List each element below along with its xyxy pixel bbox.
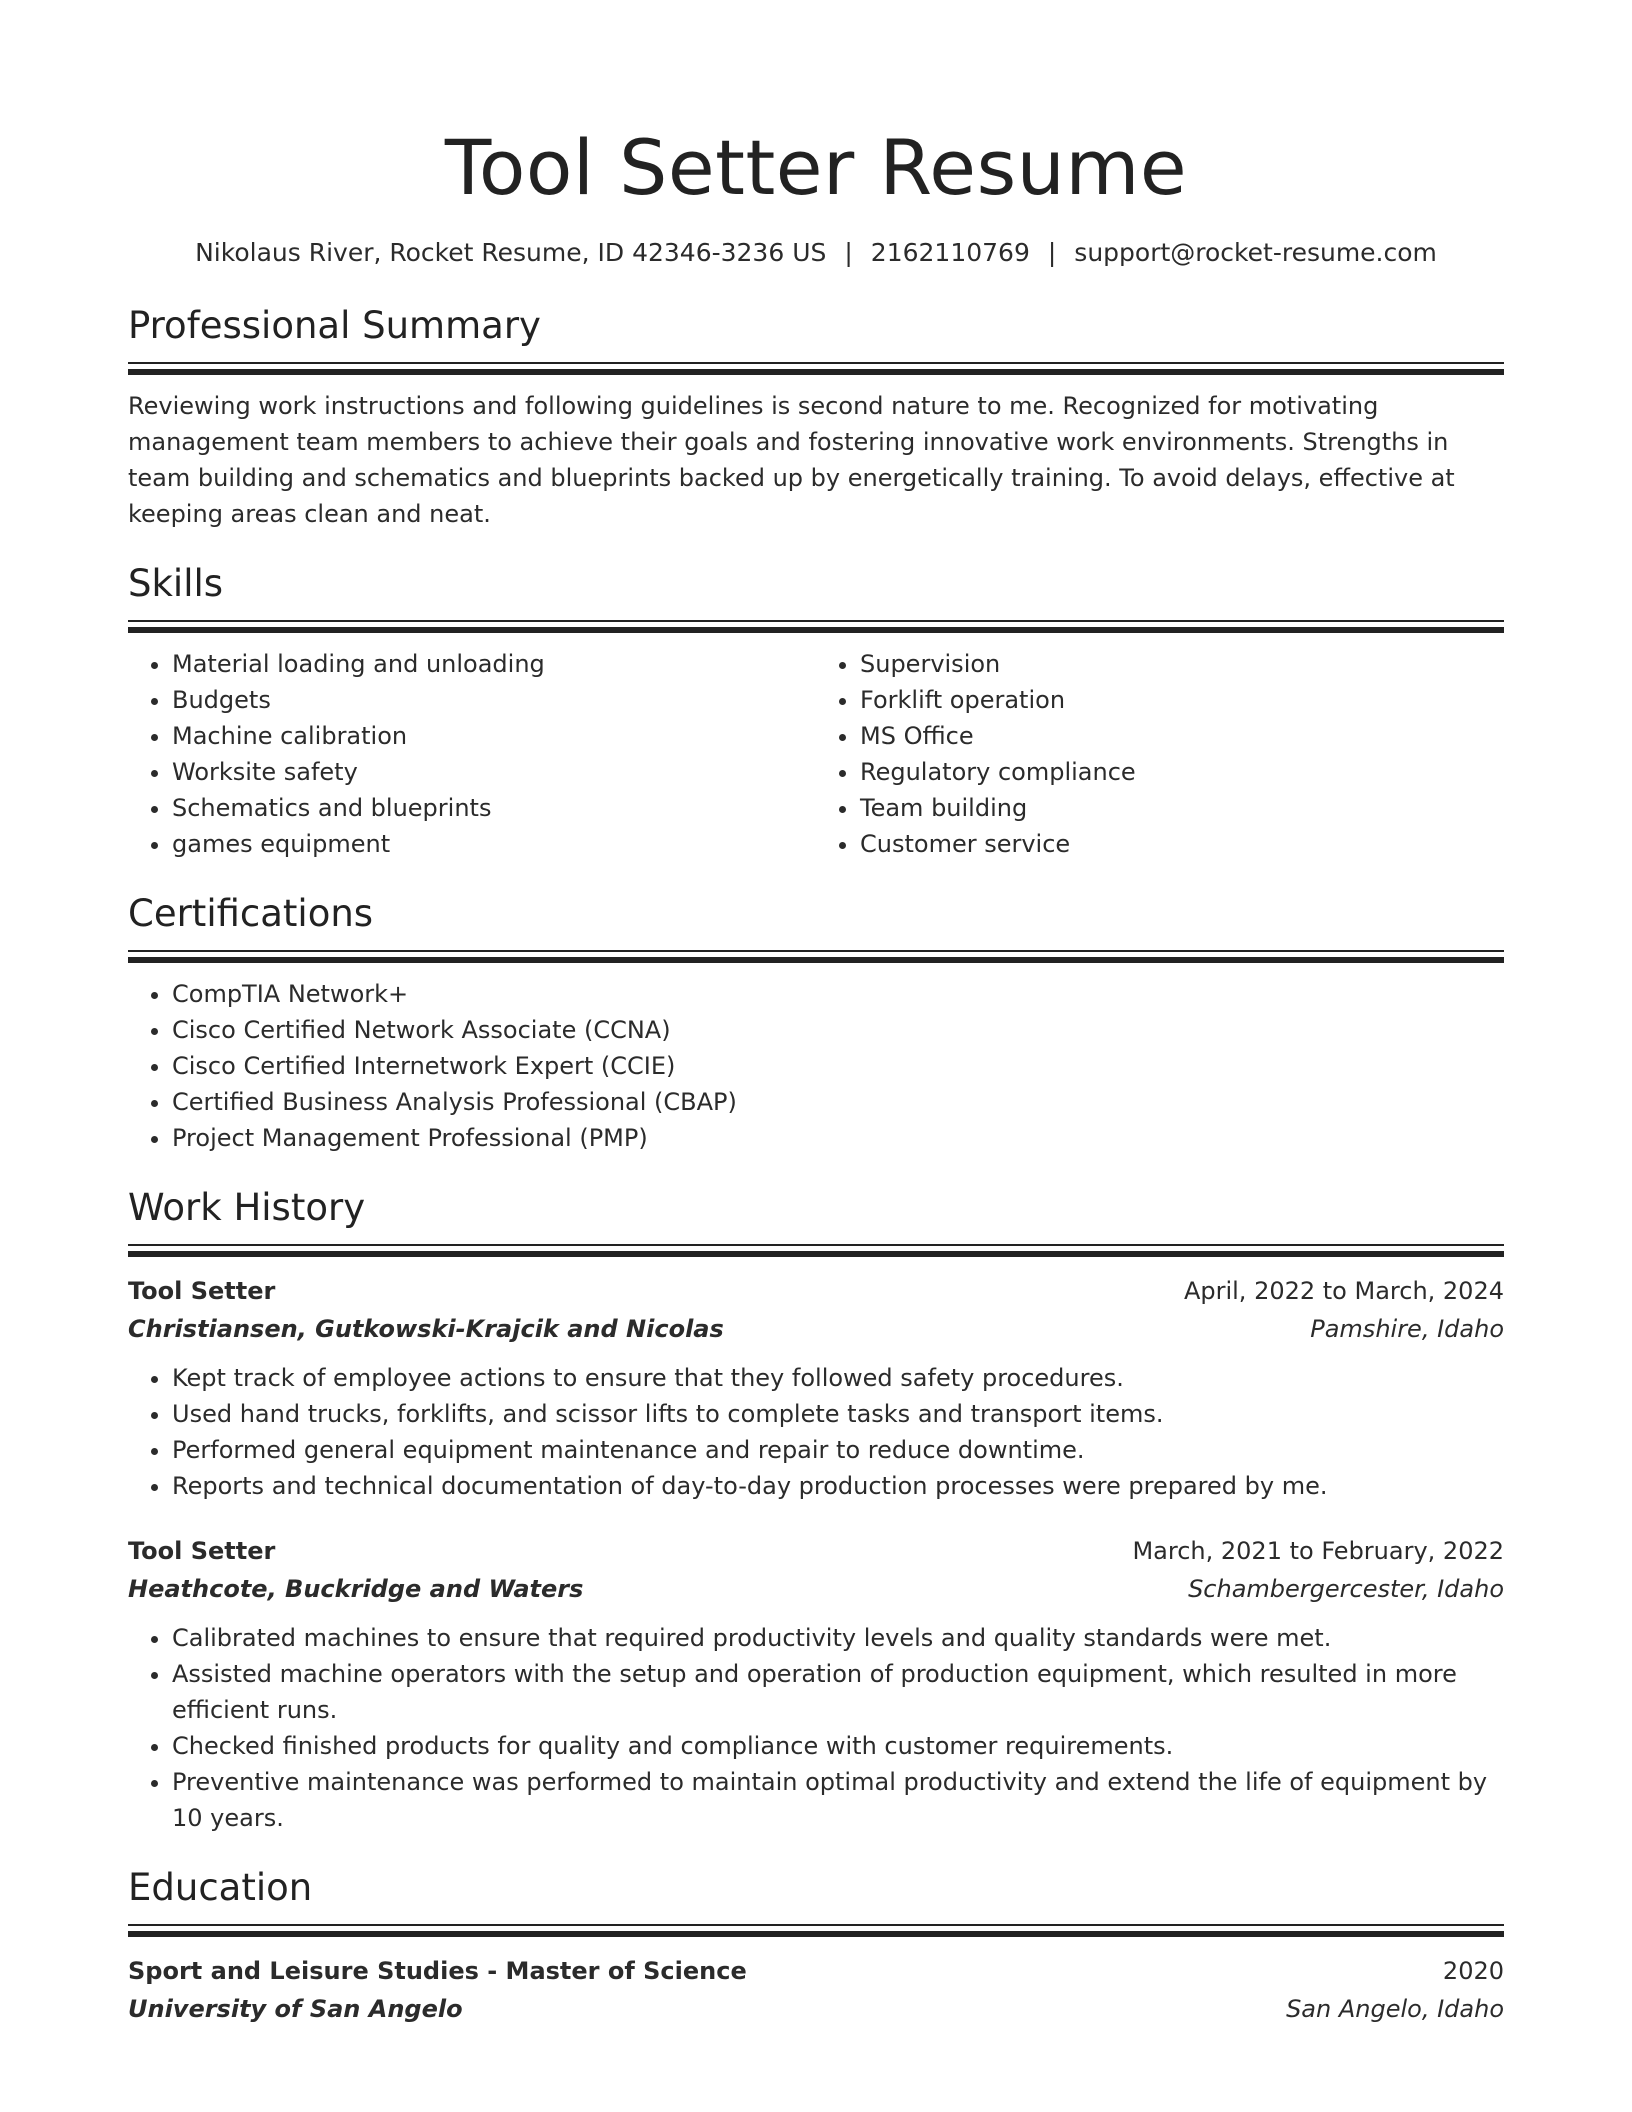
education-school: University of San Angelo xyxy=(128,1995,463,2023)
contact-line xyxy=(128,236,1504,270)
contact-separator: | xyxy=(844,238,853,267)
skill-item: • Material loading and unloading xyxy=(172,646,816,682)
education-header-row xyxy=(128,1952,1504,1990)
skill-item: • Machine calibration xyxy=(172,718,816,754)
section-rule xyxy=(128,950,1504,964)
education-school-row xyxy=(128,1990,1504,2028)
contact-separator: | xyxy=(1047,238,1057,267)
section-rule xyxy=(128,1924,1504,1938)
job-bullet: • Checked finished products for quality and compliance with customer requirements. xyxy=(172,1728,1504,1764)
section-rule xyxy=(128,620,1504,634)
job-entry xyxy=(128,1532,1504,1836)
education-entry xyxy=(128,1952,1504,2028)
job-bullet: • Assisted machine operators with the setup and operation of production equipment, which resulted in more efficient runs. xyxy=(172,1656,1504,1728)
section-title-work-history: Work History xyxy=(128,1186,366,1229)
summary-text: Reviewing work instructions and following guidelines is second nature to me. Recognized for motivating management team members to achieve their goals and fostering innovative work environments. Strengths in team building and schematics and blueprints backed up by energetically training. To avoid delays, effective at keeping areas clean and neat. xyxy=(128,392,1455,528)
job-location: Schambergercester, Idaho xyxy=(1188,1575,1504,1603)
job-header-row xyxy=(128,1272,1504,1310)
skill-item: • Worksite safety xyxy=(172,754,816,790)
skill-item: • Schematics and blueprints xyxy=(172,790,816,826)
job-company: Christiansen, Gutkowski-Krajcik and Nicolas xyxy=(128,1315,724,1343)
certification-item: • CompTIA Network+ xyxy=(172,976,1504,1012)
certification-item: • Cisco Certified Network Associate (CCNA) xyxy=(172,1012,1504,1048)
skill-item: • Budgets xyxy=(172,682,816,718)
section-title-certifications: Certifications xyxy=(128,892,374,935)
job-bullets xyxy=(128,1620,1504,1836)
skill-item: • Supervision xyxy=(860,646,1504,682)
skills-grid xyxy=(128,646,1504,862)
certification-item: • Cisco Certified Internetwork Expert (CCIE) xyxy=(172,1048,1504,1084)
job-role: Tool Setter xyxy=(128,1537,276,1565)
section-title-education: Education xyxy=(128,1866,313,1909)
job-header-row xyxy=(128,1532,1504,1570)
skill-item: • Regulatory compliance xyxy=(860,754,1504,790)
education-year: 2020 xyxy=(1442,1957,1504,1985)
job-company: Heathcote, Buckridge and Waters xyxy=(128,1575,584,1603)
contact-address: Nikolaus River, Rocket Resume, ID 42346-3236 US xyxy=(195,238,827,267)
work-history-section xyxy=(128,1184,1504,1836)
job-role: Tool Setter xyxy=(128,1277,276,1305)
skills-list-right xyxy=(816,646,1504,862)
section-rule xyxy=(128,362,1504,376)
resume-title: Tool Setter Resume xyxy=(444,123,1188,212)
certifications-section xyxy=(128,890,1504,1156)
skill-item: • Team building xyxy=(860,790,1504,826)
certifications-list xyxy=(128,976,1504,1156)
job-bullet: • Reports and technical documentation of day-to-day production processes were prepared by me. xyxy=(172,1468,1504,1504)
education-location: San Angelo, Idaho xyxy=(1286,1995,1504,2023)
skill-item: • Customer service xyxy=(860,826,1504,862)
education-degree: Sport and Leisure Studies - Master of Science xyxy=(128,1957,747,1985)
job-bullet: • Used hand trucks, forklifts, and scissor lifts to complete tasks and transport items. xyxy=(172,1396,1504,1432)
certification-item: • Project Management Professional (PMP) xyxy=(172,1120,1504,1156)
skill-item: • MS Office xyxy=(860,718,1504,754)
job-dates: March, 2021 to February, 2022 xyxy=(1132,1537,1504,1565)
contact-phone: 2162110769 xyxy=(870,238,1030,267)
certification-item: • Certified Business Analysis Professional (CBAP) xyxy=(172,1084,1504,1120)
job-bullets xyxy=(128,1360,1504,1504)
contact-email: support@rocket-resume.com xyxy=(1074,238,1437,267)
section-title-summary: Professional Summary xyxy=(128,304,541,347)
job-bullet: • Performed general equipment maintenance and repair to reduce downtime. xyxy=(172,1432,1504,1468)
job-bullet: • Kept track of employee actions to ensure that they followed safety procedures. xyxy=(172,1360,1504,1396)
section-title-skills: Skills xyxy=(128,562,224,605)
section-rule xyxy=(128,1244,1504,1258)
skill-item: • Forklift operation xyxy=(860,682,1504,718)
job-entry xyxy=(128,1272,1504,1504)
skills-list-left xyxy=(128,646,816,862)
job-company-row xyxy=(128,1310,1504,1348)
education-section xyxy=(128,1864,1504,2028)
job-location: Pamshire, Idaho xyxy=(1310,1315,1504,1343)
skills-section xyxy=(128,560,1504,862)
job-bullet: • Preventive maintenance was performed to maintain optimal productivity and extend the life of equipment by 10 years. xyxy=(172,1764,1504,1836)
job-company-row xyxy=(128,1570,1504,1608)
job-dates: April, 2022 to March, 2024 xyxy=(1183,1277,1504,1305)
job-bullet: • Calibrated machines to ensure that required productivity levels and quality standards were met. xyxy=(172,1620,1504,1656)
skill-item: • games equipment xyxy=(172,826,816,862)
summary-section xyxy=(128,302,1504,532)
